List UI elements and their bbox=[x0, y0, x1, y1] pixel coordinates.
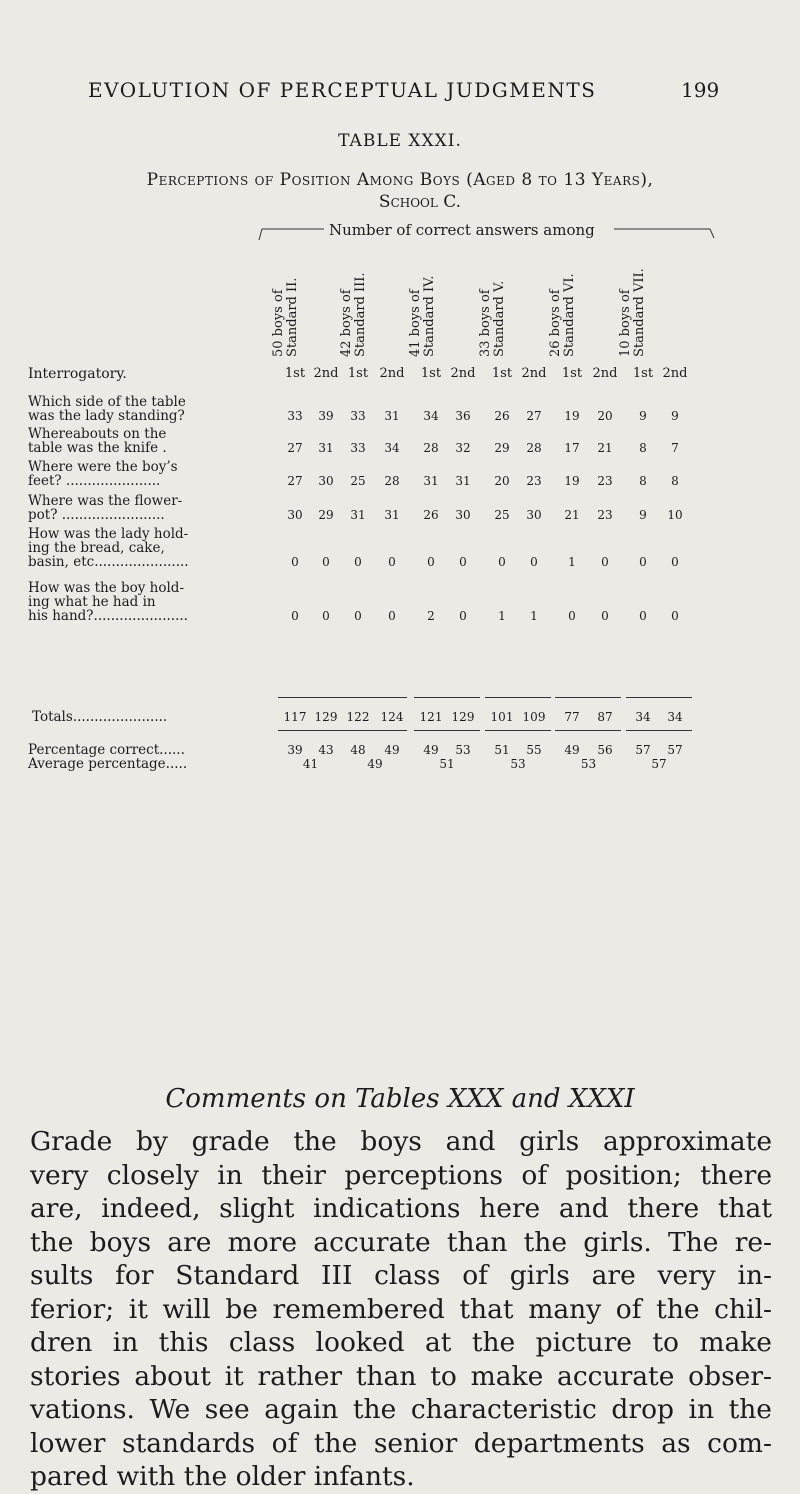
column-header-count: 41 boys of bbox=[408, 289, 423, 357]
row-question-line: ing what he had in bbox=[28, 594, 156, 610]
comments-body bbox=[30, 1125, 772, 1494]
comment-line: pared with the older infants. bbox=[30, 1461, 415, 1492]
page-number: 199 bbox=[681, 78, 720, 102]
column-header-6 bbox=[619, 268, 647, 357]
cell-value: 0 bbox=[459, 609, 467, 623]
cell-value: 23 bbox=[597, 508, 613, 522]
comment-line: are, indeed, slight indications here and there that bbox=[30, 1193, 772, 1224]
cell-value: 0 bbox=[568, 609, 576, 623]
row-question-line: Which side of the table bbox=[28, 394, 186, 410]
cell-value: 39 bbox=[318, 409, 334, 423]
comment-line: very closely in their perceptions of position; there bbox=[30, 1159, 772, 1191]
cell-value: 0 bbox=[671, 555, 679, 569]
cell-value: 36 bbox=[455, 409, 471, 423]
rule-after-totals bbox=[278, 730, 344, 731]
cell-value: 0 bbox=[388, 555, 396, 569]
column-header-standard: Standard IV. bbox=[422, 275, 437, 357]
cell-value: 9 bbox=[639, 409, 647, 423]
cell-value: 31 bbox=[384, 409, 400, 423]
rule-before-totals bbox=[555, 697, 621, 698]
cell-value: 0 bbox=[671, 609, 679, 623]
cell-value: 33 bbox=[287, 409, 303, 423]
total-value: 117 bbox=[283, 710, 307, 724]
cell-value: 27 bbox=[287, 441, 303, 455]
average-value: 57 bbox=[651, 757, 667, 771]
column-header-count: 26 boys of bbox=[548, 289, 563, 357]
rule-before-totals bbox=[341, 697, 407, 698]
cell-value: 9 bbox=[639, 508, 647, 522]
column-header-standard: Standard VI. bbox=[562, 273, 577, 357]
cell-value: 30 bbox=[287, 508, 303, 522]
cell-value: 0 bbox=[601, 609, 609, 623]
cell-value: 0 bbox=[639, 609, 647, 623]
cell-value: 0 bbox=[530, 555, 538, 569]
percentage-value: 43 bbox=[318, 743, 334, 757]
sub-header: 2nd bbox=[521, 366, 547, 381]
total-value: 101 bbox=[490, 710, 514, 724]
total-value: 129 bbox=[451, 710, 475, 724]
row-question-line: table was the knife . bbox=[28, 440, 167, 456]
percentage-value: 53 bbox=[455, 743, 471, 757]
average-value: 53 bbox=[580, 757, 597, 771]
comment-line: dren in this class looked at the picture to make bbox=[30, 1327, 772, 1358]
rule-before-totals bbox=[626, 697, 692, 698]
cell-value: 32 bbox=[455, 441, 471, 455]
cell-value: 7 bbox=[671, 441, 679, 455]
total-value: 34 bbox=[635, 710, 651, 724]
sub-header: 2nd bbox=[450, 366, 476, 381]
sub-header: 1st bbox=[491, 366, 513, 381]
row-question-line: feet? ...................... bbox=[28, 473, 161, 489]
column-header-4 bbox=[479, 281, 507, 357]
column-header-3 bbox=[409, 276, 437, 357]
running-head: EVOLUTION OF PERCEPTUAL JUDGMENTS bbox=[88, 78, 597, 102]
percentage-value: 49 bbox=[384, 743, 400, 757]
percentage-value: 51 bbox=[494, 743, 510, 757]
cell-value: 23 bbox=[526, 474, 542, 488]
column-header-standard: Standard VII. bbox=[632, 268, 647, 357]
cell-value: 21 bbox=[564, 508, 580, 522]
cell-value: 0 bbox=[322, 555, 330, 569]
cell-value: 23 bbox=[597, 474, 613, 488]
sub-header: 1st bbox=[284, 366, 306, 381]
cell-value: 20 bbox=[494, 474, 510, 488]
rule-after-totals bbox=[555, 730, 621, 731]
percentage-value: 39 bbox=[287, 743, 303, 757]
row-question-line: Where was the flower- bbox=[28, 493, 183, 509]
cell-value: 0 bbox=[459, 555, 467, 569]
row-question-line: his hand?...................... bbox=[28, 608, 188, 624]
percentage-label: Percentage correct...... bbox=[28, 742, 185, 758]
cell-value: 31 bbox=[384, 508, 400, 522]
cell-value: 1 bbox=[498, 609, 506, 623]
cell-value: 25 bbox=[494, 508, 510, 522]
row-question-line: was the lady standing? bbox=[28, 408, 185, 424]
comments-heading: Comments on Tables XXX and XXXI bbox=[165, 1084, 635, 1114]
cell-value: 1 bbox=[568, 555, 576, 569]
rule-after-totals bbox=[485, 730, 551, 731]
comment-line: stories about it rather than to make accurate obser- bbox=[30, 1360, 772, 1392]
comment-line: sults for Standard III class of girls are very in- bbox=[30, 1260, 772, 1291]
cell-value: 31 bbox=[318, 441, 334, 455]
cell-value: 8 bbox=[671, 474, 679, 488]
row-question-line: How was the boy hold- bbox=[28, 580, 185, 596]
cell-value: 29 bbox=[494, 441, 510, 455]
cell-value: 0 bbox=[498, 555, 506, 569]
cell-value: 0 bbox=[291, 555, 299, 569]
total-value: 122 bbox=[346, 710, 370, 724]
cell-value: 8 bbox=[639, 474, 647, 488]
cell-value: 26 bbox=[423, 508, 439, 522]
sub-header: 1st bbox=[347, 366, 369, 381]
rule-before-totals bbox=[414, 697, 480, 698]
table-label: TABLE XXXI. bbox=[338, 131, 462, 151]
percentage-value: 57 bbox=[635, 743, 651, 757]
cell-value: 20 bbox=[597, 409, 613, 423]
percentage-value: 57 bbox=[667, 743, 683, 757]
cell-value: 28 bbox=[384, 474, 400, 488]
sub-header: 1st bbox=[561, 366, 583, 381]
cell-value: 30 bbox=[526, 508, 542, 522]
total-value: 109 bbox=[522, 710, 546, 724]
cell-value: 28 bbox=[423, 441, 439, 455]
percentage-value: 48 bbox=[350, 743, 366, 757]
percentage-value: 49 bbox=[423, 743, 439, 757]
cell-value: 27 bbox=[287, 474, 303, 488]
table-title-line1: Perceptions of Position Among Boys (Aged 8 to 13 Years), bbox=[146, 170, 654, 190]
cell-value: 34 bbox=[423, 409, 439, 423]
cell-value: 31 bbox=[455, 474, 471, 488]
total-value: 121 bbox=[419, 710, 443, 724]
cell-value: 0 bbox=[291, 609, 299, 623]
sub-header: 2nd bbox=[313, 366, 339, 381]
total-value: 34 bbox=[667, 710, 683, 724]
comment-line: ferior; it will be remembered that many of the chil- bbox=[30, 1293, 772, 1325]
sub-header: 2nd bbox=[592, 366, 618, 381]
percentage-value: 55 bbox=[526, 743, 542, 757]
average-label: Average percentage..... bbox=[28, 756, 188, 772]
average-value: 41 bbox=[302, 757, 319, 771]
cell-value: 34 bbox=[384, 441, 400, 455]
totals-label: Totals...................... bbox=[32, 709, 168, 725]
column-header-2 bbox=[340, 272, 368, 357]
cell-value: 9 bbox=[671, 409, 679, 423]
cell-value: 0 bbox=[388, 609, 396, 623]
rule-before-totals bbox=[485, 697, 551, 698]
cell-value: 30 bbox=[318, 474, 334, 488]
cell-value: 10 bbox=[667, 508, 683, 522]
rule-after-totals bbox=[341, 730, 407, 731]
row-question-line: Whereabouts on the bbox=[28, 426, 167, 442]
cell-value: 1 bbox=[530, 609, 538, 623]
cell-value: 0 bbox=[601, 555, 609, 569]
cell-value: 25 bbox=[350, 474, 366, 488]
row-question-line: ing the bread, cake, bbox=[28, 540, 165, 556]
sub-header: 1st bbox=[420, 366, 442, 381]
rule-before-totals bbox=[278, 697, 344, 698]
column-header-count: 33 boys of bbox=[478, 289, 493, 357]
rule-after-totals bbox=[626, 730, 692, 731]
cell-value: 21 bbox=[597, 441, 613, 455]
comment-line: lower standards of the senior departments as com- bbox=[30, 1427, 772, 1459]
cell-value: 19 bbox=[564, 409, 580, 423]
total-value: 87 bbox=[597, 710, 613, 724]
column-header-standard: Standard III. bbox=[353, 272, 368, 357]
stub-header: Interrogatory. bbox=[28, 366, 127, 382]
sub-header: 2nd bbox=[379, 366, 405, 381]
span-header: Number of correct answers among bbox=[329, 221, 595, 239]
cell-value: 0 bbox=[354, 555, 362, 569]
column-header-5 bbox=[549, 273, 577, 357]
span-header-brace bbox=[0, 0, 800, 300]
cell-value: 31 bbox=[350, 508, 366, 522]
average-value: 49 bbox=[367, 757, 383, 771]
cell-value: 29 bbox=[318, 508, 334, 522]
cell-value: 0 bbox=[427, 555, 435, 569]
cell-value: 17 bbox=[564, 441, 580, 455]
cell-value: 19 bbox=[564, 474, 580, 488]
row-question-line: How was the lady hold- bbox=[28, 526, 189, 542]
comment-line: vations. We see again the characteristic drop in the bbox=[30, 1394, 772, 1425]
cell-value: 0 bbox=[354, 609, 362, 623]
cell-value: 26 bbox=[494, 409, 510, 423]
cell-value: 33 bbox=[350, 441, 366, 455]
total-value: 129 bbox=[314, 710, 338, 724]
average-value: 51 bbox=[439, 757, 455, 771]
column-header-standard: Standard II. bbox=[285, 277, 300, 357]
total-value: 77 bbox=[564, 710, 580, 724]
column-header-count: 42 boys of bbox=[339, 289, 354, 357]
comment-line: Grade by grade the boys and girls approximate bbox=[30, 1126, 772, 1157]
row-question-line: pot? ........................ bbox=[28, 507, 165, 523]
cell-value: 0 bbox=[322, 609, 330, 623]
cell-value: 31 bbox=[423, 474, 439, 488]
cell-value: 8 bbox=[639, 441, 647, 455]
cell-value: 27 bbox=[526, 409, 542, 423]
cell-value: 30 bbox=[455, 508, 471, 522]
column-header-count: 50 boys of bbox=[271, 289, 286, 357]
row-question-line: Where were the boy’s bbox=[28, 459, 178, 475]
sub-header: 1st bbox=[632, 366, 654, 381]
column-header-1 bbox=[272, 278, 300, 357]
comment-line: the boys are more accurate than the girls. The re- bbox=[30, 1226, 772, 1258]
column-header-count: 10 boys of bbox=[618, 289, 633, 357]
percentage-value: 49 bbox=[564, 743, 580, 757]
row-question-line: basin, etc...................... bbox=[28, 554, 189, 570]
average-value: 53 bbox=[510, 757, 526, 771]
total-value: 124 bbox=[380, 710, 404, 724]
cell-value: 0 bbox=[639, 555, 647, 569]
table-title-line2: School C. bbox=[378, 192, 462, 212]
column-header-standard: Standard V. bbox=[492, 280, 507, 357]
cell-value: 28 bbox=[526, 441, 542, 455]
percentage-value: 56 bbox=[597, 743, 613, 757]
sub-header: 2nd bbox=[662, 366, 688, 381]
cell-value: 33 bbox=[350, 409, 366, 423]
rule-after-totals bbox=[414, 730, 480, 731]
cell-value: 2 bbox=[427, 609, 435, 623]
